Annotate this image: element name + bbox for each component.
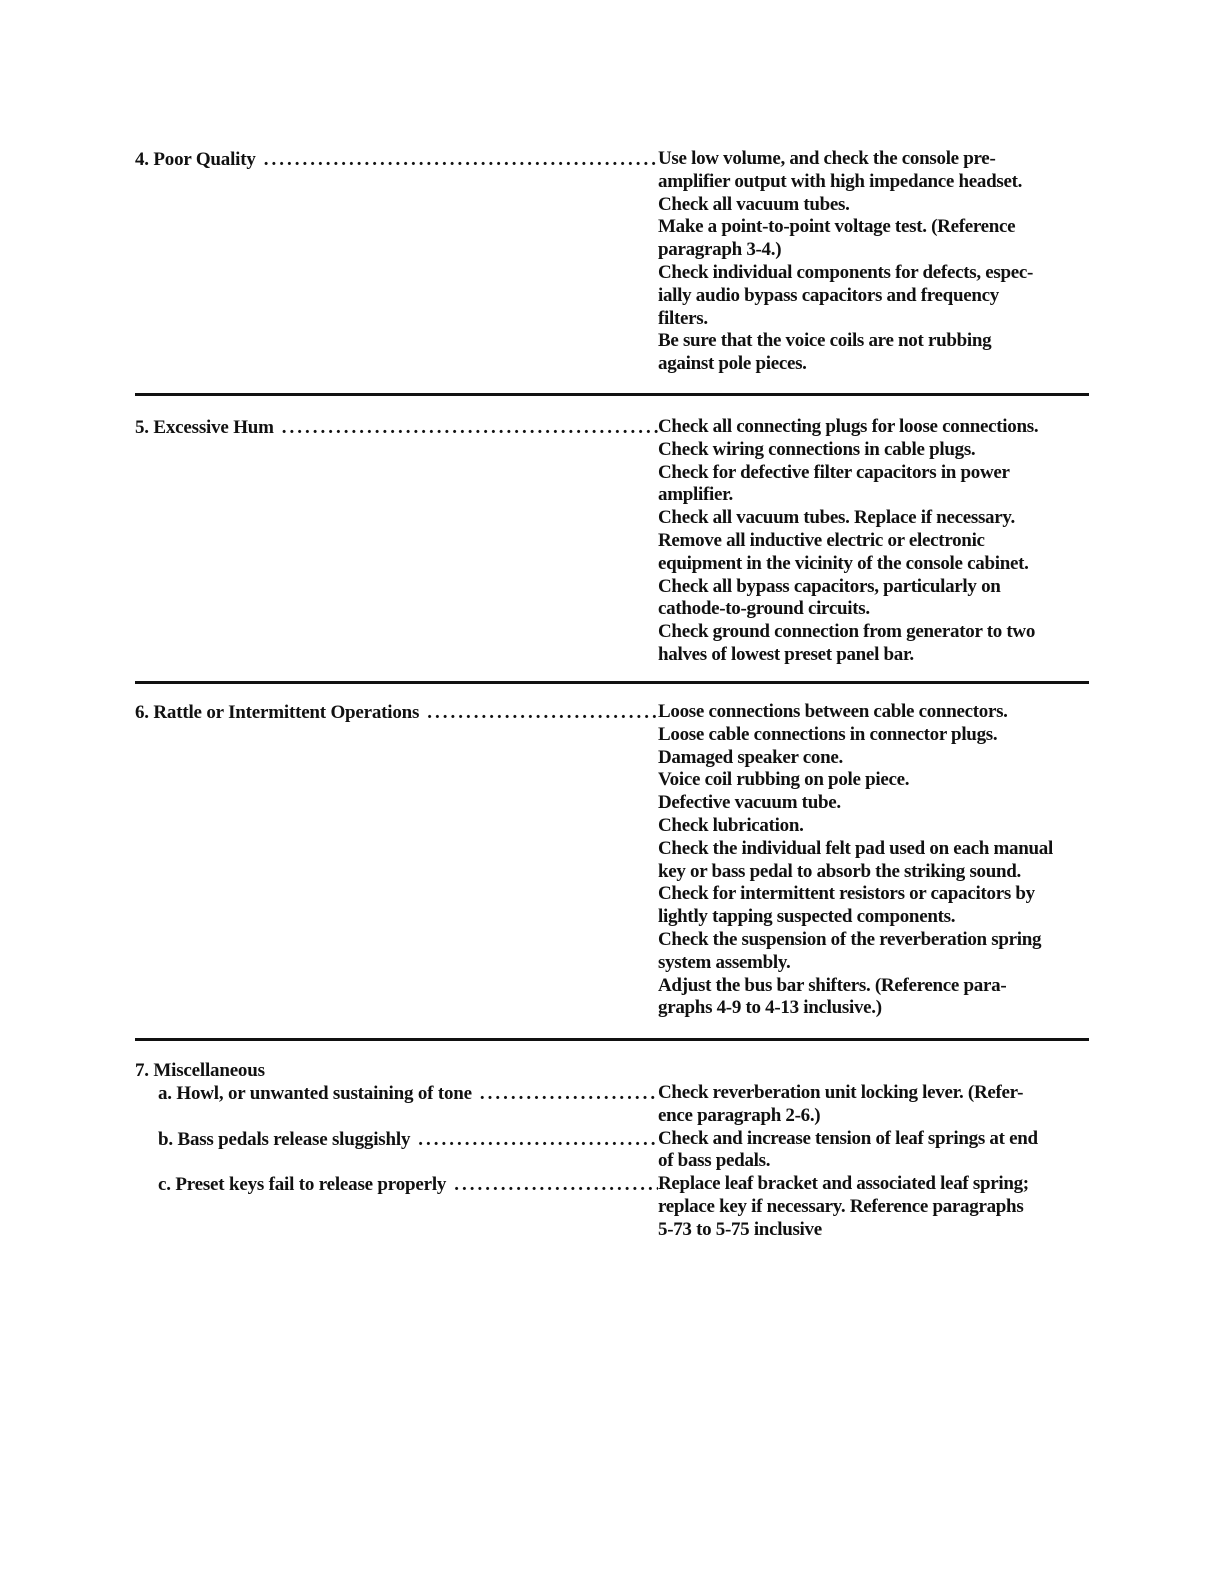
section-rattle — [135, 701, 1110, 1020]
symptom-text: 4. Poor Quality — [135, 149, 256, 170]
troubleshooting-row — [135, 701, 1110, 1020]
remedy-line: cathode-to-ground circuits. — [658, 598, 870, 620]
remedy-line: Check reverberation unit locking lever. (Refer- — [658, 1082, 1024, 1103]
remedy-line: Be sure that the voice coils are not rubbing — [658, 330, 992, 352]
symptom-text: 6. Rattle or Intermittent Operations — [135, 702, 420, 723]
remedy-line: Loose connections between cable connectors. — [658, 701, 1008, 722]
remedy-line: halves of lowest preset panel bar. — [658, 643, 914, 665]
symptom-label — [135, 1082, 658, 1105]
remedy-line: Check all connecting plugs for loose connections. — [658, 416, 1039, 437]
symptom-text: 5. Excessive Hum — [135, 417, 274, 438]
remedy-line: graphs 4-9 to 4-13 inclusive.) — [658, 997, 882, 1019]
remedy-line: Check for defective filter capacitors in power — [658, 461, 1010, 483]
remedy-line: Adjust the bus bar shifters. (Reference para- — [658, 974, 1007, 996]
remedy-line: lightly tapping suspected components. — [658, 906, 956, 928]
remedy-line: Defective vacuum tube. — [658, 792, 841, 814]
remedy-text — [658, 1082, 1110, 1128]
dot-leader — [427, 701, 658, 724]
remedy-line: Voice coil rubbing on pole piece. — [658, 769, 910, 791]
remedy-line: replace key if necessary. Reference paragraphs — [658, 1195, 1024, 1217]
remedy-text — [658, 1128, 1110, 1174]
remedy-line: Remove all inductive electric or electronic — [658, 529, 985, 551]
troubleshooting-row — [135, 1128, 1110, 1174]
remedy-line: Check all vacuum tubes. Replace if necessary. — [658, 507, 1015, 529]
remedy-line: Use low volume, and check the console pre- — [658, 148, 996, 169]
symptom-label — [135, 148, 658, 171]
remedy-line: Check ground connection from generator to two — [658, 621, 1036, 643]
symptom-text: b. Bass pedals release sluggishly — [158, 1128, 411, 1150]
remedy-line: Check wiring connections in cable plugs. — [658, 438, 976, 460]
symptom-label — [135, 1128, 658, 1151]
remedy-line: Check for intermittent resistors or capacitors by — [658, 883, 1035, 905]
section-heading: 7. Miscellaneous — [135, 1060, 265, 1081]
remedy-line: filters. — [658, 307, 708, 329]
remedy-line: paragraph 3-4.) — [658, 239, 782, 261]
remedy-line: ially audio bypass capacitors and frequency — [658, 284, 999, 306]
symptom-text: c. Preset keys fail to release properly — [158, 1174, 447, 1196]
remedy-line: Check individual components for defects, espec- — [658, 261, 1034, 283]
remedy-line: key or bass pedal to absorb the striking sound. — [658, 860, 1021, 882]
remedy-text — [658, 701, 1110, 1020]
remedy-line: Loose cable connections in connector plugs. — [658, 723, 998, 745]
remedy-text — [658, 1173, 1110, 1241]
troubleshooting-row — [135, 148, 1110, 376]
remedy-line: Make a point-to-point voltage test. (Reference — [658, 216, 1016, 238]
symptom-label — [135, 701, 658, 724]
troubleshooting-row — [135, 1082, 1110, 1128]
remedy-line: equipment in the vicinity of the console cabinet. — [658, 552, 1029, 574]
remedy-line: Check all vacuum tubes. — [658, 193, 850, 215]
remedy-line: amplifier. — [658, 484, 733, 506]
remedy-text — [658, 148, 1110, 376]
remedy-line: against pole pieces. — [658, 353, 807, 375]
dot-leader — [480, 1082, 658, 1105]
section-excessive-hum — [135, 416, 1110, 667]
remedy-line: Damaged speaker cone. — [658, 746, 843, 768]
symptom-text: a. Howl, or unwanted sustaining of tone — [158, 1083, 472, 1104]
remedy-line: amplifier output with high impedance headset. — [658, 170, 1023, 192]
symptom-label — [135, 1173, 658, 1196]
remedy-line: Check all bypass capacitors, particularly on — [658, 575, 1001, 597]
dot-leader — [282, 416, 658, 439]
remedy-line: 5-73 to 5-75 inclusive — [658, 1218, 822, 1240]
symptom-label — [135, 416, 658, 439]
troubleshooting-row — [135, 1173, 1110, 1241]
section-poor-quality — [135, 148, 1110, 376]
remedy-line: Check the individual felt pad used on each manual — [658, 837, 1053, 859]
remedy-text — [658, 416, 1110, 667]
dot-leader — [418, 1128, 658, 1151]
remedy-line: system assembly. — [658, 951, 791, 973]
remedy-line: ence paragraph 2-6.) — [658, 1104, 821, 1126]
section-divider — [135, 393, 1089, 396]
section-miscellaneous — [135, 1059, 1110, 1242]
remedy-line: of bass pedals. — [658, 1150, 771, 1172]
remedy-line: Replace leaf bracket and associated leaf spring; — [658, 1173, 1029, 1195]
section-divider — [135, 1038, 1089, 1041]
remedy-line: Check lubrication. — [658, 814, 804, 836]
remedy-line: Check the suspension of the reverberation spring — [658, 928, 1042, 950]
dot-leader — [454, 1173, 658, 1196]
section-divider — [135, 681, 1089, 684]
dot-leader — [264, 148, 658, 171]
remedy-line: Check and increase tension of leaf springs at end — [658, 1127, 1038, 1149]
troubleshooting-row — [135, 416, 1110, 667]
